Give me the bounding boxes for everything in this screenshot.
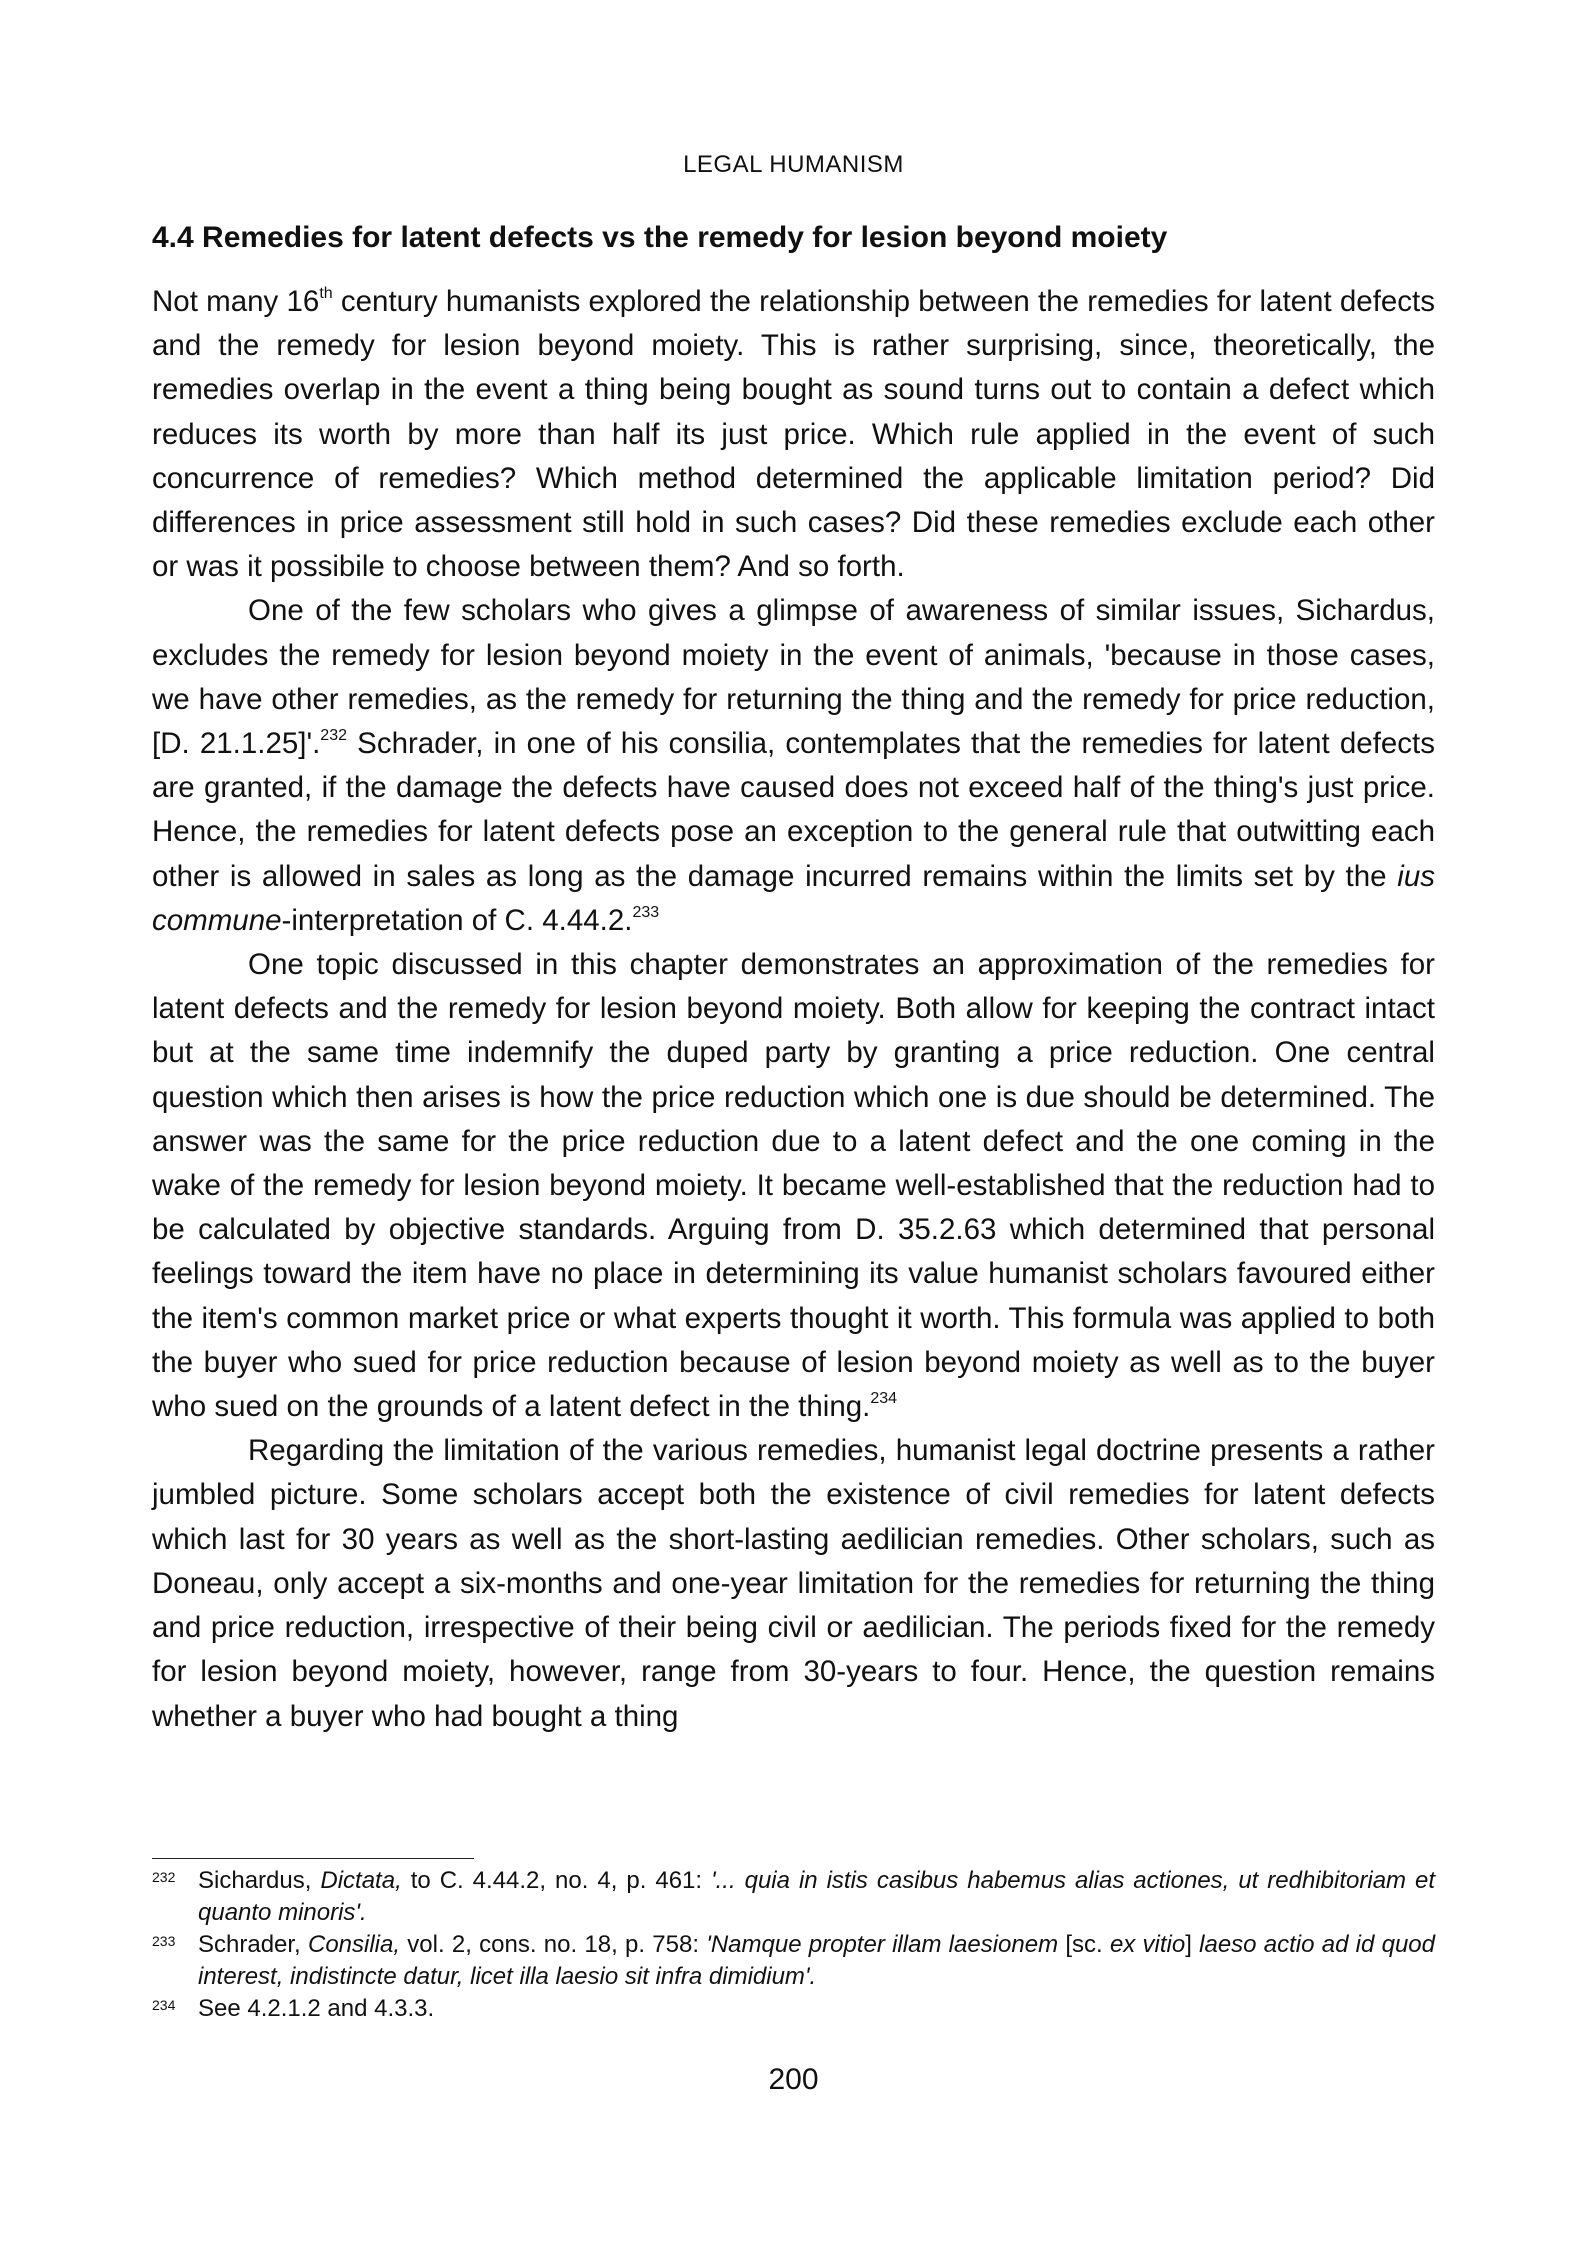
page-number: 200: [768, 2063, 819, 2096]
footnote-text: vol. 2, cons. no. 18, p. 758:: [400, 1931, 707, 1958]
paragraph-2-text-b: Schrader, in one of his consilia, contemplates that the remedies for latent defects are granted, if the damage the defects have caused does not exceed half of the thing's just price. Hence, the remedies for latent defects pose an exception to the general rule that outwitting each other is allowed in sales as long as the damage incurred remains within the limits set by the: [152, 727, 1435, 893]
paragraph-3-text: One topic discussed in this chapter demonstrates an approximation of the remedies for latent defects and the remedy for lesion beyond moiety. Both allow for keeping the contract intact but at the same time indemnify the duped party by granting a price reduction. One central question which then arises is how the price reduction which one is due should be determined. The answer was the same for the price reduction due to a latent defect and the one coming in the wake of the remedy for lesion beyond moiety. It became well-established that the reduction had to be calculated by objective standards. Arguing from D. 35.2.63 which determined that personal feelings toward the item have no place in determining its value humanist scholars favoured either the item's common market price or what experts thought it worth. This formula was applied to both the buyer who sued for price reduction because of lesion beyond moiety as well as to the buyer who sued on the grounds of a latent defect in the thing.: [152, 948, 1435, 1424]
section-title: 4.4 Remedies for latent defects vs the remedy for lesion beyond moiety: [152, 221, 1168, 254]
footnote-quote: '... quia in istis casibus habemus alias actiones, ut redhibitoriam et quanto minoris'.: [198, 1867, 1436, 1926]
paragraph-1-text-b: century humanists explored the relationship between the remedies for latent defects and the remedy for lesion beyond moiety. This is rather surprising, since, theoretically, the remedies overlap in the event a thing being bought as sound turns out to contain a defect which reduces its worth by more than half its just price. Which rule applied in the event of such concurrence of remedies? Which method determined the applicable limitation period? Did differences in price assessment still hold in such cases? Did these remedies exclude each other or was it possibile to choose between them? And so forth.: [152, 285, 1435, 584]
paragraph-2: [152, 589, 1435, 943]
paragraph-3: [152, 943, 1435, 1429]
footnote-number: 233: [152, 1933, 176, 1949]
running-head: LEGAL HUMANISM: [683, 151, 904, 178]
paragraph-1-text-a: Not many 16: [152, 285, 320, 318]
footnote-ref-232[interactable]: 232: [320, 727, 347, 745]
superscript-th: th: [319, 285, 333, 302]
paragraph-4: Regarding the limitation of the various remedies, humanist legal doctrine presents a rather jumbled picture. Some scholars accept both the existence of civil remedies for latent defects which last for 30 years as well as the short-lasting aedilician remedies. Other scholars, such as Doneau, only accept a six-months and one-year limitation for the remedies for returning the thing and price reduction, irrespective of their being civil or aedilician. The periods fixed for the remedy for lesion beyond moiety, however, range from 30-years to four. Hence, the question remains whether a buyer who had bought a thing: [152, 1434, 1435, 1733]
footnote-text: ]: [1185, 1931, 1200, 1958]
paragraph-2-italic: ius commune: [152, 859, 1435, 937]
footnote-quote: 'Namque propter illam laesionem: [706, 1931, 1059, 1958]
paragraph-1: [152, 280, 1435, 589]
footnote-text: Schrader,: [198, 1931, 308, 1958]
footnote-ref-234[interactable]: 234: [870, 1390, 898, 1408]
footnote-quote: laeso actio ad id quod interest, indistincte datur, licet illa laesio sit infra dimidium'.: [198, 1931, 1435, 1990]
footnote-italic: ex vitio: [1109, 1931, 1186, 1958]
footnote-233: [152, 1929, 1435, 1993]
footnote-232: [152, 1865, 1435, 1929]
footnote-text: Sichardus,: [198, 1867, 321, 1894]
footnote-number: 234: [152, 1997, 176, 2013]
footnote-text: to C. 4.44.2, no. 4, p. 461:: [401, 1867, 712, 1894]
body-text: [152, 280, 1435, 1739]
footnote-234: [152, 1993, 1435, 2025]
footnote-number: 232: [152, 1869, 176, 1885]
paragraph-2-text-a: One of the few scholars who gives a glimpse of awareness of similar issues, Sichardus, excludes the remedy for lesion beyond moiety in the event of animals, 'because in those cases, we have other remedies, as the remedy for returning the thing and the remedy for price reduction, [D. 21.1.25]'.: [152, 594, 1435, 761]
footnote-text: [sc.: [1058, 1931, 1110, 1958]
footnote-separator: [152, 1858, 474, 1859]
footnote-ref-233[interactable]: 233: [632, 903, 660, 921]
footnotes: [152, 1865, 1435, 2025]
footnote-italic: Dictata,: [320, 1867, 402, 1894]
footnote-italic: Consilia,: [307, 1931, 401, 1958]
paragraph-2-text-c: -interpretation of C. 4.44.2.: [281, 903, 633, 937]
footnote-text: See 4.2.1.2 and 4.3.3.: [198, 1995, 435, 2022]
